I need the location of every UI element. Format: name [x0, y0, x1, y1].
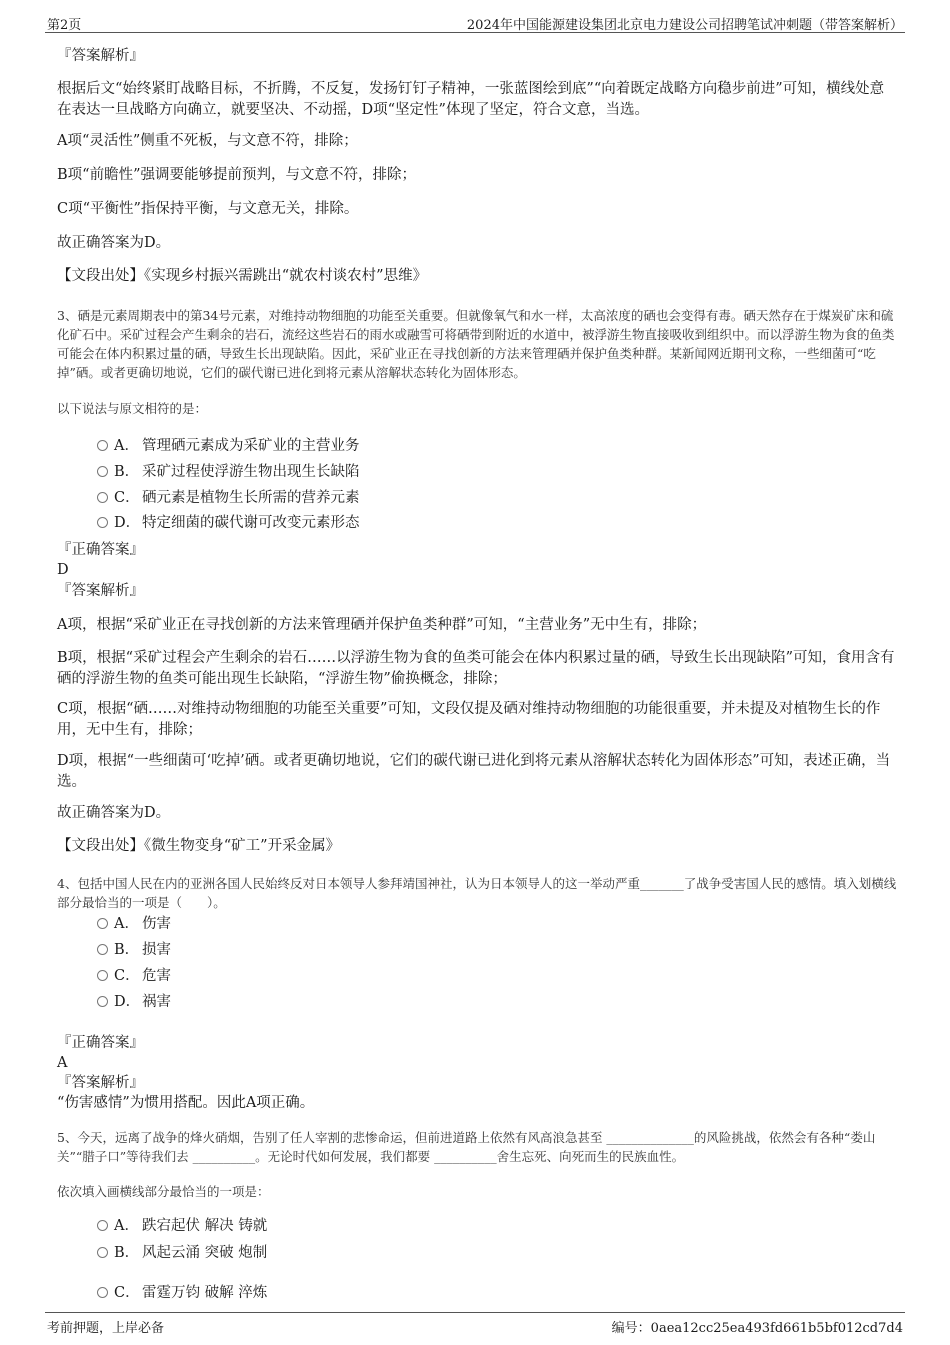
q4-correct-answer: A	[57, 1055, 68, 1071]
q3-option-c[interactable]: C． 硒元素是植物生长所需的营养元素	[97, 488, 360, 508]
radio-button[interactable]	[97, 944, 108, 955]
radio-button[interactable]	[97, 1247, 108, 1258]
q3-option-d[interactable]: D． 特定细菌的碳代谢可改变元素形态	[97, 513, 360, 533]
q5-option-b[interactable]: B． 风起云涌 突破 炮制	[97, 1243, 267, 1263]
q3-analysis-label: 『答案解析』	[57, 583, 144, 599]
radio-button[interactable]	[97, 440, 108, 451]
q4-analysis: “伤害感情”为惯用搭配。因此A项正确。	[57, 1095, 315, 1111]
footer-slogan: 考前押题，上岸必备	[47, 1321, 165, 1336]
q5-stem: 5、今天，远离了战争的烽火硝烟，告别了任人宰割的悲惨命运，但前进道路上依然有风高浪急甚至 ______________的风险挑战，依然会有各种“娄山关”“腊子口”等待我们去 __________。无论时代如何发展，我们都要 __________舍生忘死、向死而生的民族血性。	[57, 1130, 876, 1164]
q3-option-b[interactable]: B． 采矿过程使浮游生物出现生长缺陷	[97, 462, 360, 482]
q4-correct-label: 『正确答案』	[57, 1035, 144, 1051]
q4-analysis-label: 『答案解析』	[57, 1075, 144, 1091]
q2-option-a-note: A项“灵活性”侧重不死板，与文意不符，排除；	[57, 133, 358, 149]
q4-stem: 4、包括中国人民在内的亚洲各国人民始终反对日本领导人参拜靖国神社，认为日本领导人的这一举动严重_______了战争受害国人民的感情。填入划横线部分最恰当的一项是（ ）。	[57, 876, 897, 910]
q4-option-d[interactable]: D． 祸害	[97, 992, 171, 1012]
q3-option-c-note: C项，根据“硒……对维持动物细胞的功能至关重要”可知，文段仅提及硒对维持动物细胞的功能很重要，并未提及对植物生长的作用，无中生有，排除；	[57, 701, 881, 738]
page-number: 第2页	[47, 18, 82, 33]
radio-button[interactable]	[97, 1287, 108, 1298]
footer-serial: 编号：0aea12cc25ea493fd661b5bf012cd7d4	[611, 1321, 903, 1336]
document-title: 2024年中国能源建设集团北京电力建设公司招聘笔试冲刺题（带答案解析）	[466, 18, 903, 33]
radio-button[interactable]	[97, 492, 108, 503]
q3-option-d-note: D项，根据“一些细菌可‘吃掉’硒。或者更确切地说，它们的碳代谢已进化到将元素从溶解状态转化为固体形态”可知，表述正确，当选。	[57, 753, 891, 790]
q3-stem: 3、硒是元素周期表中的第34号元素，对维持动物细胞的功能至关重要。但就像氧气和水一样，太高浓度的硒也会变得有毒。硒天然存在于煤炭矿床和硫化矿石中。采矿过程会产生剩余的岩石，流经这些岩石的雨水或融雪可将硒带到附近的水道中，被浮游生物直接吸收到组织中。而以浮游生物为食的鱼类可能会在体内积累过量的硒，导致生长出现缺陷。因此，采矿业正在寻找创新的方法来管理硒并保护鱼类种群。某新闻网近期刊文称，一些细菌可“吃掉”硒。或者更确切地说，它们的碳代谢已进化到将元素从溶解状态转化为固体形态。	[57, 308, 895, 380]
page-footer	[45, 1312, 905, 1337]
q3-correct-answer: D	[57, 562, 69, 578]
q3-option-a[interactable]: A． 管理硒元素成为采矿业的主营业务	[97, 436, 360, 456]
q5-option-c[interactable]: C． 雷霆万钧 破解 淬炼	[97, 1283, 267, 1303]
q5-prompt: 依次填入画横线部分最恰当的一项是：	[57, 1184, 270, 1199]
q4-option-b[interactable]: B． 损害	[97, 940, 171, 960]
radio-button[interactable]	[97, 918, 108, 929]
q4-option-a[interactable]: A． 伤害	[97, 914, 171, 934]
q3-prompt: 以下说法与原文相符的是：	[57, 401, 208, 416]
q3-option-b-note: B项，根据“采矿过程会产生剩余的岩石……以浮游生物为食的鱼类可能会在体内积累过量的硒，导致生长出现缺陷”可知，食用含有硒的浮游生物的鱼类可能出现生长缺陷，“浮游生物”偷换概念，排除；	[57, 650, 895, 687]
q3-conclusion: 故正确答案为D。	[57, 805, 171, 821]
q2-analysis-paragraph: 根据后文“始终紧盯战略目标，不折腾，不反复，发扬钉钉子精神，一张蓝图绘到底”“向着既定战略方向稳步前进”可知，横线处意在表达一旦战略方向确立，就要坚决、不动摇，D项“坚定性”体现了坚定，符合文意，当选。	[57, 81, 885, 118]
q2-source: 【文段出处】《实现乡村振兴需跳出“就农村谈农村”思维》	[57, 268, 428, 284]
radio-button[interactable]	[97, 466, 108, 477]
q5-option-a[interactable]: A． 跌宕起伏 解决 铸就	[97, 1216, 267, 1236]
q3-option-a-note: A项，根据“采矿业正在寻找创新的方法来管理硒并保护鱼类种群”可知，“主营业务”无中生有，排除；	[57, 617, 707, 633]
radio-button[interactable]	[97, 1220, 108, 1231]
q2-option-b-note: B项“前瞻性”强调要能够提前预判，与文意不符，排除；	[57, 167, 416, 183]
page-header	[45, 10, 905, 33]
q2-analysis-label: 『答案解析』	[57, 48, 144, 64]
q3-correct-label: 『正确答案』	[57, 542, 144, 558]
radio-button[interactable]	[97, 996, 108, 1007]
q3-source: 【文段出处】《微生物变身“矿工”开采金属》	[57, 838, 341, 854]
q2-option-c-note: C项“平衡性”指保持平衡，与文意无关，排除。	[57, 201, 359, 217]
q4-option-c[interactable]: C． 危害	[97, 966, 171, 986]
radio-button[interactable]	[97, 970, 108, 981]
radio-button[interactable]	[97, 517, 108, 528]
q2-conclusion: 故正确答案为D。	[57, 235, 171, 251]
